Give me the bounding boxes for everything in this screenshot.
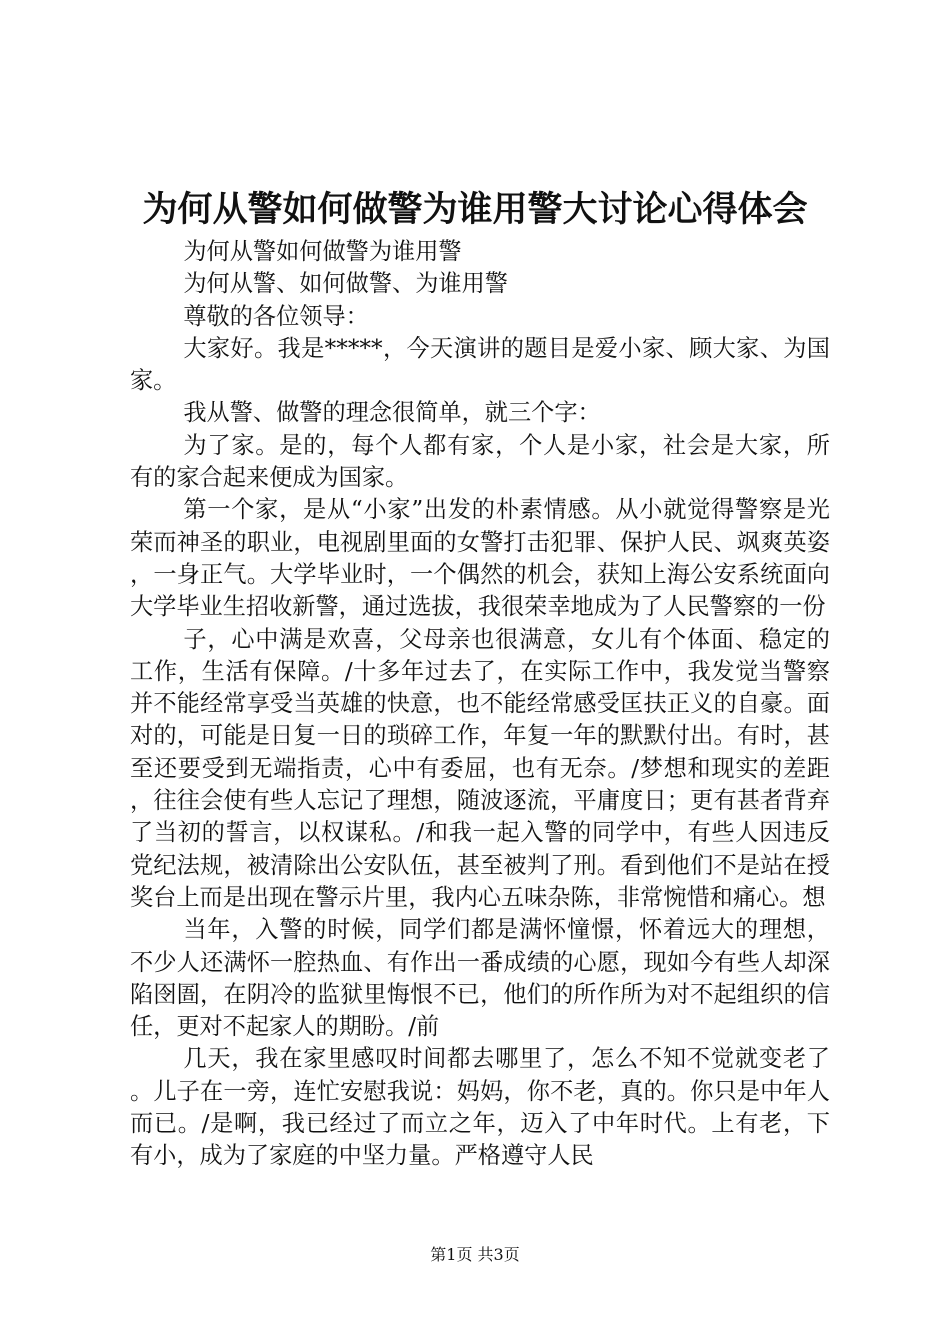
paragraph: 为了家。是的，每个人都有家，个人是小家，社会是大家，所有的家合起来便成为国家。 (130, 431, 830, 492)
paragraph: 尊敬的各位领导： (183, 302, 369, 330)
paragraph: 为何从警、如何做警、为谁用警 (183, 270, 508, 298)
page-number-footer: 第1页 共3页 (430, 1245, 520, 1264)
document-body (130, 236, 830, 1173)
paragraph: 第一个家，是从“小家”出发的朴素情感。从小就觉得警察是光荣而神圣的职业，电视剧里面的女警打击犯罪、保护人民、飒爽英姿，一身正气。大学毕业时，一个偶然的机会，获知上海公安系统面向大学毕业生招收新警，通过选拔，我很荣幸地成为了人民警察的一份 (130, 496, 830, 621)
paragraph: 几天，我在家里感叹时间都去哪里了，怎么不知不觉就变老了。儿子在一旁，连忙安慰我说：妈妈，你不老，真的。你只是中年人而已。/是啊，我已经过了而立之年，迈入了中年时代。上有老，下有小，成为了家庭的中坚力量。严格遵守人民 (130, 1045, 830, 1170)
paragraph: 我从警、做警的理念很简单，就三个字： (183, 399, 601, 427)
paragraph: 子，心中满是欢喜，父母亲也很满意，女儿有个体面、稳定的工作，生活有保障。/十多年过去了，在实际工作中，我发觉当警察并不能经常享受当英雄的快意，也不能经常感受匡扶正义的自豪。面对的，可能是日复一日的琐碎工作，年复一年的默默付出。有时，甚至还要受到无端指责，心中有委屈，也有无奈。/梦想和现实的差距，往往会使有些人忘记了理想，随波逐流，平庸度日；更有甚者背弃了当初的誓言，以权谋私。/和我一起入警的同学中，有些人因违反党纪法规，被清除出公安队伍，甚至被判了刑。看到他们不是站在授奖台上而是出现在警示片里，我内心五味杂陈，非常惋惜和痛心。想 (130, 625, 830, 911)
paragraph: 为何从警如何做警为谁用警 (183, 238, 462, 265)
paragraph: 大家好。我是*****，今天演讲的题目是爱小家、顾大家、为国家。 (130, 334, 830, 395)
paragraph: 当年，入警的时候，同学们都是满怀憧憬，怀着远大的理想，不少人还满怀一腔热血、有作出一番成绩的心愿，现如今有些人却深陷囹圄，在阴冷的监狱里悔恨不已，他们的所作所为对不起组织的信任，更对不起家人的期盼。/前 (130, 916, 830, 1041)
document-title: 为何从警如何做警为谁用警大讨论心得体会 (142, 189, 808, 230)
